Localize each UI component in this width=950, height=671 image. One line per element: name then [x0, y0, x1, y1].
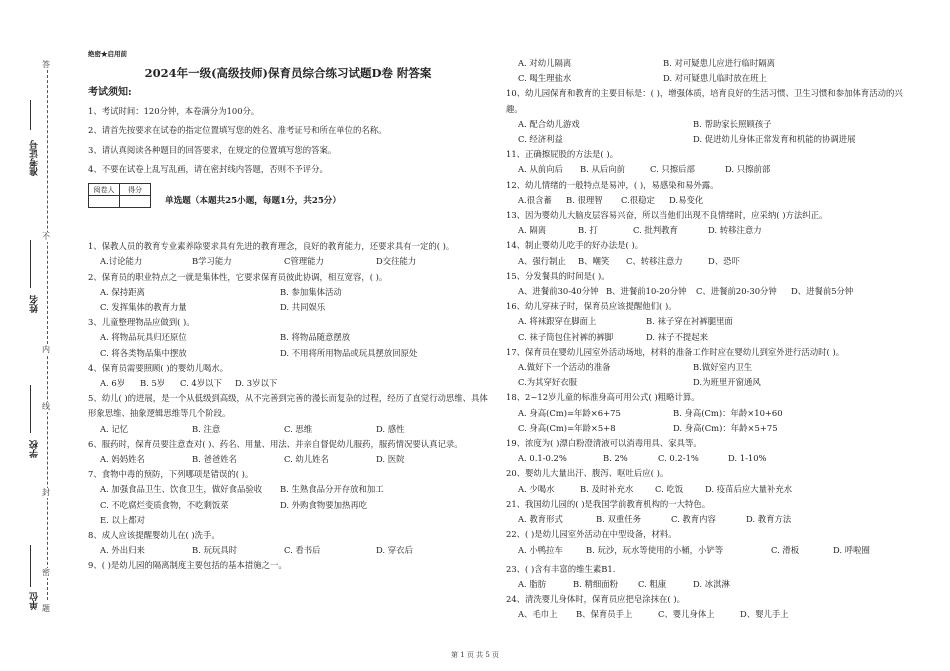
question-stem: 4、保育员需要照顾( )的婴幼儿喝水。	[88, 362, 229, 373]
grader-label: 阅卷人	[89, 184, 120, 196]
question-stem: 2、保育员的职业特点之一就是集体性，它要求保育员彼此协调，相互宽容，( )。	[88, 271, 388, 282]
option[interactable]: D. 不用将所用物品或玩具摆放回原处	[280, 347, 418, 358]
option[interactable]: C. 喝生理盐水	[518, 73, 572, 84]
option[interactable]: C. 滑板	[771, 544, 800, 555]
question-options	[88, 482, 488, 528]
option[interactable]: D. 共同娱乐	[280, 302, 326, 313]
score-cell[interactable]	[120, 196, 151, 208]
margin-char: 线	[42, 402, 50, 411]
question-stem: 21、我国幼儿园的( )是我国学前教育机构的一大特色。	[506, 498, 711, 509]
option[interactable]: A. 对幼儿隔离	[518, 58, 572, 68]
question-options	[506, 577, 916, 592]
grader-cell[interactable]	[89, 196, 120, 208]
option[interactable]: B、嘲笑	[578, 255, 610, 266]
question-stem: 15、分发餐具的时间是( )。	[506, 270, 610, 281]
question-options	[506, 607, 916, 622]
unit-field[interactable]	[30, 545, 31, 587]
option[interactable]: B. 身高(Cm)：年龄×10+60	[673, 407, 783, 418]
option[interactable]: D. 促进幼儿身体正常发育和机能的协调进展	[693, 134, 856, 145]
question-stem: 20、婴幼儿大量出汗、腹泻、呕吐后应( )。	[506, 468, 669, 479]
option[interactable]: A. 将袜跟穿在脚面上	[518, 316, 597, 327]
option[interactable]: B. 爸爸姓名	[192, 454, 237, 465]
margin-label-school: 学校	[30, 440, 40, 458]
option[interactable]: A. 外出归来	[100, 545, 145, 556]
option[interactable]: A. 配合幼儿游戏	[518, 118, 580, 129]
option[interactable]: A. 隔离	[518, 225, 547, 236]
option[interactable]: D. 转移注意力	[708, 225, 762, 236]
option[interactable]: B. 袜子穿在衬裤腿里面	[646, 316, 733, 327]
question-options	[88, 285, 488, 315]
margin-char: 封	[42, 488, 50, 497]
question-stem: 17、保育员在婴幼儿园室外活动场地，材料的准备工作时应在婴幼儿到室外进行活动时( )。	[506, 346, 845, 357]
option[interactable]: C. 批判教育	[633, 225, 678, 236]
grader-box	[88, 183, 488, 209]
page-title: 2024年一级(高级技师)保育员综合练习试题D卷 附答案	[144, 66, 432, 80]
option[interactable]: A. 脂肪	[518, 578, 547, 589]
option[interactable]: E. 以上都对	[100, 514, 145, 525]
question-options	[506, 314, 916, 344]
margin-char: 密	[42, 568, 50, 577]
option[interactable]: D. 冰淇淋	[693, 578, 730, 589]
option[interactable]: D. 感性	[376, 423, 405, 434]
option[interactable]: B. 玩玩具时	[192, 545, 237, 556]
question-options	[88, 422, 488, 437]
option[interactable]: C管理能力	[284, 256, 324, 267]
option[interactable]: B、进餐前10-20分钟	[606, 286, 687, 297]
option[interactable]: A. 将物品玩具归还原位	[100, 332, 187, 343]
option[interactable]: D. 袜子不提起来	[646, 331, 708, 342]
margin-label-name: 姓名	[30, 295, 40, 313]
option[interactable]: D. 医院	[376, 454, 405, 465]
option[interactable]: A. 小鸭拉车	[518, 544, 563, 555]
option[interactable]: D.为班里开窗通风	[693, 377, 761, 388]
question-options	[506, 284, 916, 299]
option[interactable]: A.很含蓄	[518, 194, 552, 205]
option[interactable]: A. 从前向后	[518, 164, 563, 175]
option[interactable]: D. 对可疑患儿临时放在班上	[663, 73, 767, 84]
option[interactable]: C. 看书后	[284, 545, 321, 556]
option[interactable]: D. 呼啦圈	[833, 544, 870, 555]
grader-table	[88, 183, 151, 208]
option[interactable]: C. 身高(Cm)=年龄×5+8	[518, 422, 616, 433]
margin-char: 内	[42, 345, 50, 354]
option[interactable]: A. 保持距离	[100, 286, 145, 297]
option[interactable]: D、恐吓	[708, 255, 740, 266]
margin-char: 答	[42, 60, 50, 69]
option[interactable]: B. 5岁	[140, 378, 166, 389]
option[interactable]: D. 只擦前部	[725, 164, 771, 175]
option[interactable]: B. 从后向前	[580, 164, 625, 175]
option[interactable]: D. 穿衣后	[376, 545, 413, 556]
option[interactable]: B. 注意	[192, 423, 221, 434]
seal-dashed-line	[47, 60, 48, 600]
option[interactable]: C、进餐前20-30分钟	[696, 286, 777, 297]
option[interactable]: B. 对可疑患儿应进行临时隔离	[663, 58, 775, 68]
question-stem: 12、幼儿情绪的一般特点是易冲，( )，易感染和易外露。	[506, 179, 719, 190]
question-stem: 9、( )是幼儿园的隔离制度主要包括的基本措施之一。	[88, 560, 287, 571]
option[interactable]: B. 将物品随意摆放	[280, 332, 351, 343]
option[interactable]: B. 2%	[603, 453, 628, 464]
question-stem: 24、清洗婴儿身体时，保育员应把皂涂抹在( )。	[506, 594, 685, 605]
option[interactable]: A. 加强食品卫生、饮食卫生，做好食品验收	[100, 484, 263, 495]
question-options	[506, 406, 916, 436]
question-options	[88, 376, 488, 391]
option[interactable]: C. 思维	[284, 423, 313, 434]
option[interactable]: C、婴儿身体上	[658, 609, 715, 620]
question-stem: 1、保教人员的教育专业素养除要求具有先进的教育理念，良好的教育能力，还要求具有一定的( )。	[88, 241, 455, 252]
option[interactable]: A、进餐前30-40分钟	[518, 286, 599, 297]
question-options	[506, 512, 916, 527]
option[interactable]: C. 发挥集体的教育力量	[100, 302, 187, 313]
left-column	[88, 50, 488, 574]
question-stem: 11、正确擦屁股的方法是( )。	[506, 149, 618, 160]
option[interactable]: D、婴儿手上	[740, 609, 789, 620]
page-number: 第 1 页 共 5 页	[450, 651, 500, 659]
option[interactable]: D、进餐前5分钟	[791, 286, 854, 297]
option[interactable]: C、转移注意力	[626, 255, 683, 266]
question-options	[506, 451, 916, 466]
question-stem: 7、食物中毒的预防，下列哪项是错误的( )。	[88, 469, 254, 480]
option[interactable]: C. 吃饭	[655, 483, 684, 494]
secret-mark: 绝密★启用前	[88, 50, 127, 58]
option[interactable]: A.讨论能力	[100, 256, 143, 267]
margin-char: 不	[42, 232, 50, 241]
margin-label-exam-number: 准考证号	[30, 140, 40, 176]
option[interactable]: B. 生熟食品分开存放和加工	[280, 484, 384, 495]
option[interactable]: B学习能力	[192, 256, 232, 267]
option[interactable]: A. 教育形式	[518, 514, 563, 525]
option[interactable]: B. 双重任务	[596, 514, 641, 525]
question-stem: 8、成人应该提醒婴幼儿在( )洗手。	[88, 530, 220, 541]
notice-item: 2、请首先按要求在试卷的指定位置填写您的姓名、准考证号和所在单位的名称。	[88, 125, 387, 136]
option[interactable]: D交往能力	[376, 256, 417, 267]
option[interactable]: D. 身高(Cm)：年龄×5+75	[673, 422, 778, 433]
question-stem: 13、因为婴幼儿大脑皮层容易兴奋，所以当他们出现不良情绪时，应采纳( )方法纠正。	[506, 210, 828, 221]
question-stem: 23、( )含有丰富的维生素B1.	[506, 563, 616, 574]
option[interactable]: D. 1-10%	[728, 453, 767, 464]
question-stem: 18、2~12岁儿童的标准身高可用公式( )粗略计算。	[506, 392, 700, 403]
margin-label-unit: 单位	[30, 592, 40, 610]
option[interactable]: C. 将各类物品集中摆放	[100, 347, 187, 358]
exam-number-field[interactable]	[30, 100, 31, 130]
option[interactable]: C. 只擦后部	[650, 164, 695, 175]
question-stem: 5、幼儿( )的进展，是一个从低级到高级，从不完善到完善的漫长而复杂的过程，经历了直觉行动思维、具体形象思维、抽象逻辑思维等几个阶段。	[88, 393, 488, 419]
option[interactable]: B. 及时补充水	[580, 483, 634, 494]
option[interactable]: D. 外购食物要加热再吃	[280, 499, 368, 510]
question-options	[506, 56, 916, 86]
option[interactable]: C. 粗康	[638, 578, 667, 589]
binding-margin	[0, 0, 70, 671]
question-stem: 10、幼儿园保育和教育的主要目标是：( )，增强体质，培育良好的生活习惯、卫生习惯和参加体育活动的兴趣。	[506, 88, 903, 114]
option[interactable]: B. 帮助家长照顾孩子	[693, 118, 772, 129]
option[interactable]: B. 参加集体活动	[280, 286, 342, 297]
option[interactable]: C. 0.2-1%	[658, 453, 699, 464]
option[interactable]: A. 妈妈姓名	[100, 454, 145, 465]
question-stem: 6、服药时，保育员要注意查对( )、药名、用量、用法、并亲自督促幼儿服药，服药情况要认真记录。	[88, 438, 463, 449]
name-field[interactable]	[30, 240, 31, 288]
option[interactable]: A. 身高(Cm)=年龄×6+75	[518, 407, 621, 418]
option[interactable]: A. 0.1-0.2%	[518, 453, 567, 464]
question-options	[88, 452, 488, 467]
option[interactable]: D.易变化	[669, 194, 704, 205]
question-stem: 19、浓度为( )漂白粉澄清液可以消毒用具、家具等。	[506, 438, 702, 449]
option[interactable]: B.做好室内卫生	[693, 362, 753, 373]
option[interactable]: D. 3岁以下	[235, 378, 278, 389]
question-options	[506, 360, 916, 390]
option[interactable]: C.很稳定	[621, 194, 655, 205]
question-options	[506, 193, 916, 208]
option[interactable]: C. 4岁以下	[180, 378, 222, 389]
question-options	[88, 330, 488, 360]
option[interactable]: B. 很理智	[566, 194, 603, 205]
option[interactable]: B. 打	[578, 225, 598, 236]
question-stem: 16、幼儿穿袜子时，保育员应该提醒他们( )。	[506, 301, 677, 312]
option[interactable]: C. 教育内容	[671, 514, 716, 525]
option[interactable]: A. 少喝水	[518, 483, 555, 494]
option[interactable]: D. 疫苗后应大量补充水	[705, 483, 793, 494]
school-field[interactable]	[30, 385, 31, 433]
option[interactable]: B. 精细面粉	[573, 578, 618, 589]
option[interactable]: C. 经济利益	[518, 134, 563, 145]
question-options	[506, 543, 916, 558]
option[interactable]: D. 教育方法	[746, 514, 792, 525]
option[interactable]: A.做好下一个活动的准备	[518, 362, 611, 373]
option[interactable]: C.为其穿好衣服	[518, 377, 578, 388]
question-options	[88, 254, 488, 269]
option[interactable]: B. 玩沙，玩水等使用的小桶，小铲等	[586, 544, 724, 555]
question-options	[88, 543, 488, 558]
option[interactable]: C. 幼儿姓名	[284, 454, 329, 465]
score-label: 得分	[120, 184, 151, 196]
question-stem: 3、儿童整理物品应做到( )。	[88, 317, 195, 328]
question-options	[506, 482, 916, 497]
notice-heading: 考试须知:	[88, 87, 132, 98]
option[interactable]: C. 不吃腐烂变质食物，不吃剩饭菜	[100, 499, 229, 510]
question-options	[506, 254, 916, 269]
option[interactable]: A. 记忆	[100, 423, 129, 434]
notice-item: 3、请认真阅读各种题目的回答要求，在规定的位置填写您的答案。	[88, 144, 337, 155]
question-options	[506, 162, 916, 177]
question-options	[506, 117, 916, 147]
notice-item: 4、不要在试卷上乱写乱画，请在密封线内答题，否则不予评分。	[88, 163, 328, 174]
option[interactable]: A、强行制止	[518, 255, 566, 266]
question-stem: 22、( )是幼儿园室外活动在中型设备，材料。	[506, 529, 677, 540]
notice-item: 1、考试时间：120分钟，本卷满分为100分。	[88, 106, 260, 117]
option[interactable]: A、毛巾上	[518, 609, 558, 620]
right-column	[506, 56, 916, 623]
section-title: 单选题（本题共25小题，每题1分，共25分）	[165, 196, 341, 207]
option[interactable]: A. 6岁	[100, 378, 126, 389]
margin-char: 题	[42, 604, 50, 613]
option[interactable]: B、保育员手上	[576, 609, 633, 620]
question-stem: 14、制止婴幼儿吃手的好办法是( )。	[506, 240, 644, 251]
question-options	[506, 223, 916, 238]
option[interactable]: C. 袜子筒包住衬裤的裤脚	[518, 331, 614, 342]
